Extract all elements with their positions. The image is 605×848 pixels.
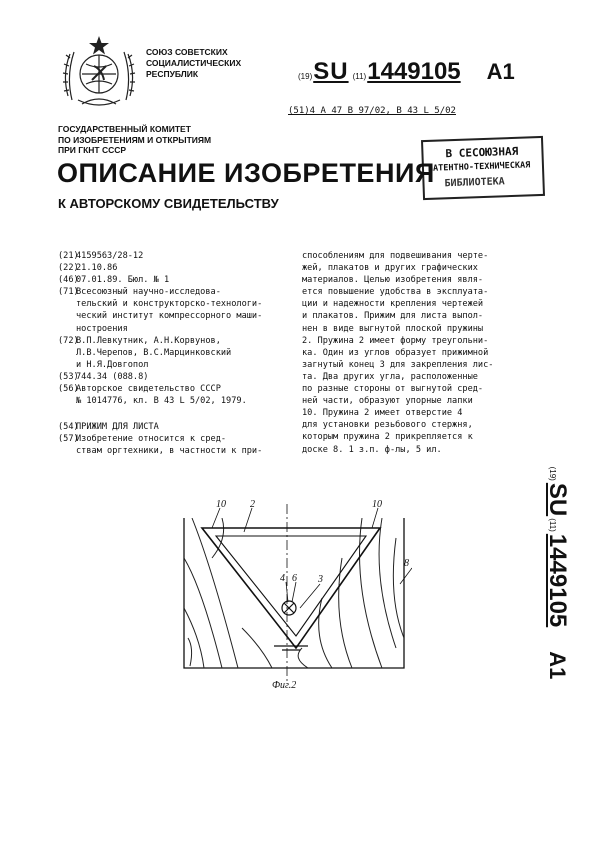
biblio-entry	[58, 250, 284, 262]
biblio-text: В.П.Левкутник, А.Н.Корвунов, Л.В.Черепов, В.С.Марцинковский и Н.Я.Довгопол	[76, 335, 232, 370]
document-subtitle: К АВТОРСКОМУ СВИДЕТЕЛЬСТВУ	[58, 196, 279, 211]
biblio-code: (56)	[58, 384, 79, 395]
abstract-line: доске 8. 1 з.п. ф-лы, 5 ил.	[302, 444, 442, 455]
abstract-line: способлениям для подвешивания черте-	[302, 251, 489, 261]
abstract-start	[58, 433, 284, 457]
country-line: РЕСПУБЛИК	[146, 69, 199, 79]
biblio-code: (21)	[58, 251, 79, 261]
abstract-start-text: Изобретение относится к сред- ствам оргтехники, в частности к при-	[76, 434, 263, 457]
figure-label: 8	[404, 558, 409, 569]
biblio-entry	[58, 274, 284, 286]
biblio-code: (57)	[58, 434, 79, 445]
biblio-entry	[58, 371, 284, 383]
country-code: SU	[313, 58, 349, 85]
patent-number: 1449105	[367, 58, 461, 85]
patent-number-line	[298, 58, 515, 88]
abstract-column	[302, 250, 550, 456]
committee-name	[58, 124, 211, 156]
biblio-text: Авторское свидетельство СССР № 1014776, кл. B 43 L 5/02, 1979.	[76, 384, 247, 407]
biblio-code: (53)	[58, 371, 79, 382]
abstract-line: та. Два других угла, расположенные	[302, 371, 478, 382]
biblio-text: 744.34 (088.8)	[76, 371, 149, 382]
field-tag-11: (11)	[352, 72, 367, 81]
committee-line: ГОСУДАРСТВЕННЫЙ КОМИТЕТ	[58, 124, 191, 134]
stamp-line: В СЕСОЮЗНАЯ	[445, 144, 519, 161]
biblio-text: Всесоюзный научно-исследова- тельский и конструкторско-технологи- ческий институт компрессорного маши- ностроения	[76, 287, 263, 334]
country-name	[146, 47, 241, 80]
stamp-line: ПАТЕНТНО-ТЕХНИЧЕСКАЯ	[427, 160, 531, 174]
ussr-emblem-icon	[58, 34, 140, 114]
figure-2-drawing	[182, 498, 412, 698]
figure-caption: Фиг.2	[272, 680, 297, 691]
hole-symbol	[282, 601, 296, 615]
figure-label: 4	[280, 573, 285, 584]
field-tag-11: (11)	[548, 518, 557, 532]
country-line: СОЦИАЛИСТИЧЕСКИХ	[146, 58, 242, 68]
biblio-code: (46)	[58, 275, 79, 286]
abstract-line: нен в виде выгнутой плоской пружины	[302, 323, 484, 334]
abstract-line: загнутый конец 3 для закрепления лис-	[302, 359, 494, 370]
biblio-text: 21.10.86	[76, 263, 118, 274]
country-code: SU	[544, 482, 571, 517]
abstract-line: материалов. Целью изобретения явля-	[302, 275, 484, 286]
figure-label: 10	[372, 499, 382, 510]
biblio-code: (71)	[58, 287, 79, 298]
biblio-code: (54)	[58, 422, 79, 433]
biblio-code: (22)	[58, 263, 79, 274]
ipc-classification: (51)4 A 47 B 97/02, B 43 L 5/02	[288, 106, 456, 116]
biblio-code: (72)	[58, 335, 79, 346]
biblio-entry	[58, 262, 284, 274]
biblio-entry	[58, 383, 284, 407]
kind-code: A1	[486, 59, 515, 84]
abstract-line: ка. Один из углов образует прижимной	[302, 347, 489, 358]
invention-name-text: ПРИЖИМ ДЛЯ ЛИСТА	[76, 422, 159, 433]
side-patent-number	[537, 432, 577, 712]
committee-line: ПРИ ГКНТ СССР	[58, 145, 127, 155]
abstract-line: ней части, образуют упорные лапки	[302, 396, 473, 407]
abstract-line: по разные стороны от выгнутой сред-	[302, 384, 484, 395]
abstract-line: ется повышение удобства в эксплуата-	[302, 287, 489, 298]
abstract-line: для установки резьбового стержня,	[302, 420, 473, 431]
figure-label: 2	[250, 499, 255, 510]
abstract-line: которым пружина 2 прикрепляется к	[302, 432, 473, 443]
committee-line: ПО ИЗОБРЕТЕНИЯМ И ОТКРЫТИЯМ	[58, 134, 212, 145]
stamp-line: БИБЛИОТЕКА	[444, 176, 505, 190]
invention-name	[58, 421, 284, 433]
abstract-line: 2. Пружина 2 имеет форму треугольни-	[302, 335, 489, 346]
biblio-entry	[58, 335, 284, 371]
kind-code: A1	[545, 651, 570, 680]
biblio-entry	[58, 286, 284, 334]
field-tag-19: (19)	[548, 466, 557, 481]
abstract-line: ции и надежности крепления чертежей	[302, 299, 484, 310]
patent-number: 1449105	[544, 533, 571, 628]
country-line: СОЮЗ СОВЕТСКИХ	[146, 47, 228, 57]
figure-label: 6	[292, 573, 297, 584]
spring-triangle	[202, 528, 380, 648]
abstract-line: 10. Пружина 2 имеет отверстие 4	[302, 408, 463, 419]
bibliographic-data	[58, 250, 284, 458]
abstract-line: жей, плакатов и других графических	[302, 263, 478, 274]
library-stamp	[421, 136, 545, 200]
biblio-text: 07.01.89. Бюл. № 1	[76, 275, 170, 286]
field-tag-19: (19)	[298, 72, 313, 81]
abstract-line: и плакатов. Прижим для листа выпол-	[302, 311, 484, 322]
biblio-text: 4159563/28-12	[76, 251, 144, 261]
document-title: ОПИСАНИЕ ИЗОБРЕТЕНИЯ	[57, 158, 435, 188]
figure-label: 10	[216, 499, 226, 510]
figure-label: 3	[318, 574, 323, 585]
clamp-end	[274, 646, 308, 650]
